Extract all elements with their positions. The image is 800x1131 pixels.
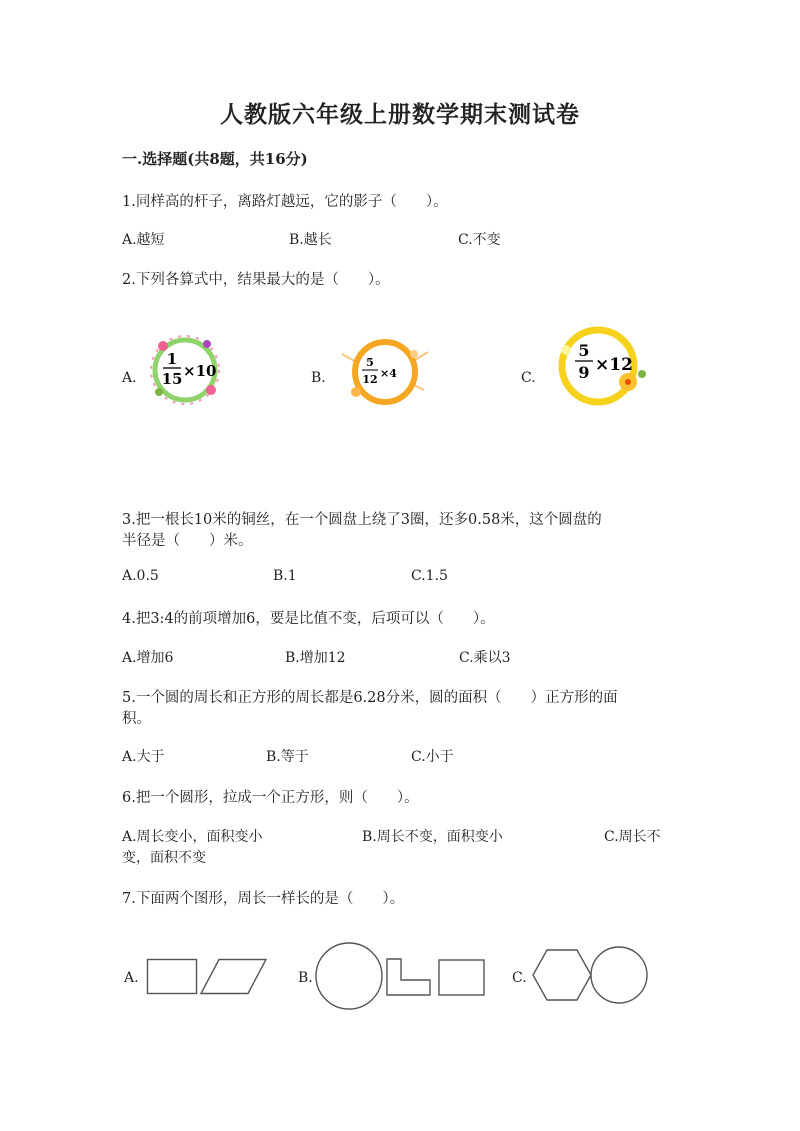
q6-option-a: A.周长变小，面积变小 [122, 829, 263, 845]
q7-figure-c [530, 944, 652, 1006]
q1-option-b: B.越长 [289, 232, 332, 248]
flower-icon [561, 345, 571, 355]
flower-icon [351, 387, 361, 397]
expression-badge-a [145, 330, 225, 410]
fraction-numerator: 1 [166, 350, 178, 368]
hexagon-shape [533, 950, 591, 1000]
flower-icon [206, 385, 216, 395]
q3-option-c: C.1.5 [411, 568, 448, 584]
section-heading: 一.选择题(共8题，共16分) [122, 150, 308, 168]
question-3-line-2: 半径是（ ）米。 [122, 533, 253, 549]
q7-figure-b [312, 940, 492, 1012]
q7-option-b: B. [298, 970, 313, 986]
question-1: 1.同样高的杆子，离路灯越远，它的影子（ ）。 [122, 194, 448, 210]
fraction-numerator: 5 [578, 341, 590, 360]
fraction-denominator: 9 [578, 363, 590, 382]
question-2: 2.下列各算式中，结果最大的是（ ）。 [122, 272, 390, 288]
page-title: 人教版六年级上册数学期末测试卷 [220, 101, 580, 128]
question-6: 6.把一个圆形，拉成一个正方形，则（ ）。 [122, 790, 419, 806]
fraction-denominator: 12 [362, 373, 378, 386]
q5-option-c: C.小于 [411, 749, 454, 765]
flower-icon [203, 340, 211, 348]
expression-badge-c [550, 326, 660, 406]
leaf-icon [638, 370, 646, 378]
q7-option-c: C. [512, 970, 527, 986]
q5-option-b: B.等于 [266, 749, 309, 765]
q2-option-c: C. [521, 370, 536, 386]
fraction-numerator: 5 [366, 356, 374, 369]
q6-option-c: C.周长不 [604, 829, 661, 845]
q7-figure-a [145, 955, 270, 1000]
q6-option-b: B.周长不变，面积变小 [362, 829, 503, 845]
expression-badge-b [330, 334, 440, 408]
operator-text: ×12 [595, 355, 633, 375]
question-7: 7.下面两个图形，周长一样长的是（ ）。 [122, 891, 405, 907]
q3-option-a: A.0.5 [122, 568, 159, 584]
fraction-denominator: 15 [161, 370, 183, 388]
circle-shape [316, 943, 382, 1009]
question-5-line-1: 5.一个圆的周长和正方形的周长都是6.28分米，圆的面积（ ）正方形的面 [122, 690, 618, 706]
square-shape [439, 960, 484, 995]
q2-option-b: B. [311, 370, 326, 386]
q5-option-a: A.大于 [122, 749, 165, 765]
question-4: 4.把3:4的前项增加6，要是比值不变，后项可以（ ）。 [122, 611, 495, 627]
q2-option-a: A. [122, 370, 137, 386]
flower-icon [410, 350, 418, 358]
rectangle-shape [148, 960, 197, 994]
circle-shape [591, 947, 647, 1003]
leaf-icon [155, 388, 163, 396]
q4-option-a: A.增加6 [122, 650, 174, 666]
parallelogram-shape [201, 960, 266, 994]
q7-option-a: A. [124, 970, 139, 986]
operator-text: ×10 [183, 362, 217, 380]
q1-option-a: A.越短 [122, 232, 165, 248]
q3-option-b: B.1 [273, 568, 297, 584]
operator-text: ×4 [380, 367, 397, 380]
q6-option-c-wrap: 变，面积不变 [122, 850, 206, 866]
question-3-line-1: 3.把一根长10米的铜丝，在一个圆盘上绕了3圈，还多0.58米，这个圆盘的 [122, 512, 602, 528]
question-5-line-2: 积。 [122, 711, 151, 727]
q4-option-b: B.增加12 [285, 650, 346, 666]
q1-option-c: C.不变 [458, 232, 501, 248]
q4-option-c: C.乘以3 [459, 650, 511, 666]
l-shape [387, 959, 430, 995]
